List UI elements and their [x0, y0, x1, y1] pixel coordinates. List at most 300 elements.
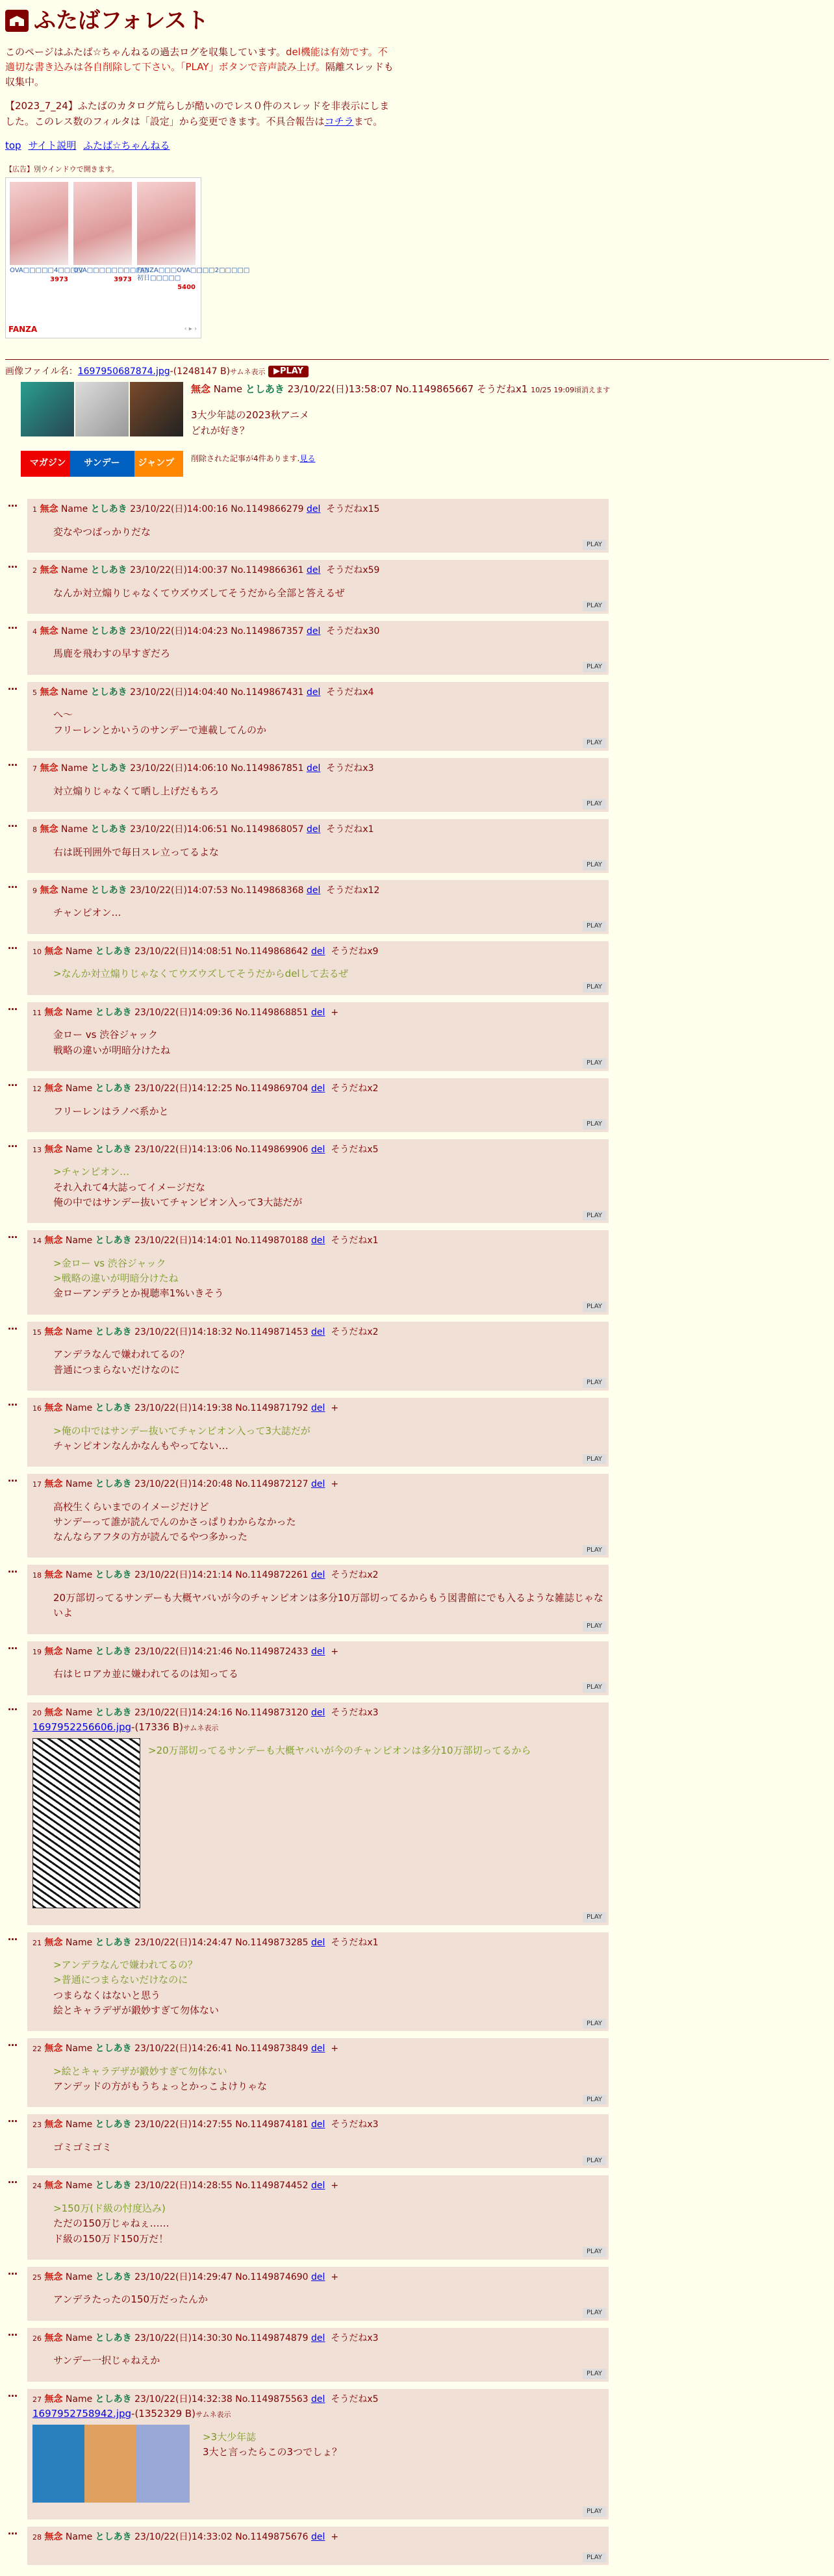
soudane-button[interactable]: + [331, 2271, 339, 2282]
reply-meta [32, 2531, 603, 2545]
del-link[interactable]: del [311, 1937, 325, 1948]
post-subject: 無念 [44, 2332, 63, 2343]
ad-price: 3973 [50, 276, 68, 284]
reply-meta [32, 884, 603, 898]
reply-marker: … [8, 2326, 18, 2338]
post-number[interactable]: No.1149874879 [235, 2332, 309, 2343]
soudane-button[interactable]: + [331, 1646, 339, 1657]
thumb-image[interactable] [130, 382, 183, 436]
post-subject: 無念 [44, 2180, 63, 2191]
del-link[interactable]: del [311, 1570, 325, 1581]
reply-text [53, 1104, 603, 1119]
post-subject: 無念 [44, 1707, 63, 1718]
reply-box [27, 2114, 609, 2168]
post-date: 23/10/22(日)14:00:37 [130, 564, 228, 575]
post-subject: 無念 [44, 1235, 63, 1246]
reply-row [5, 819, 829, 873]
reply-meta [32, 625, 603, 639]
post-name-label: Name [65, 1144, 93, 1155]
soudane-button[interactable]: そうだねx1 [331, 1937, 379, 1948]
post-date: 23/10/22(日)14:14:01 [134, 1235, 233, 1246]
ad-caption[interactable]: OVA□□□□□4□□□□ [10, 267, 83, 275]
reply-meta [32, 2271, 603, 2285]
reply-meta [32, 686, 603, 700]
reply-text [53, 966, 603, 981]
post-number[interactable]: No.1149867357 [231, 625, 304, 637]
reply-row [5, 1078, 829, 1132]
play-button[interactable]: PLAY [583, 1211, 606, 1221]
reply-row [5, 1932, 829, 2032]
divider [5, 359, 829, 360]
reply-line: チャンピオンなんかなんもやってない… [53, 1439, 229, 1452]
post-subject: 無念 [44, 1144, 63, 1155]
post-subject: 無念 [44, 1402, 63, 1413]
soudane-button[interactable]: + [331, 1479, 339, 1490]
play-button[interactable]: PLAY [583, 921, 606, 931]
post-number[interactable]: No.1149867851 [231, 763, 304, 774]
del-link[interactable]: del [311, 2180, 325, 2191]
reply-box [27, 758, 609, 812]
thumb-note: サムネ表示 [230, 368, 266, 377]
play-button[interactable]: PLAY [583, 1682, 606, 1693]
ad-image[interactable] [137, 182, 196, 265]
post-number[interactable]: No.1149870188 [235, 1235, 309, 1246]
play-button[interactable]: PLAY [583, 2019, 606, 2029]
post-number[interactable]: No.1149873849 [235, 2043, 309, 2054]
poster-name: としあき [95, 2332, 132, 2343]
house-logo-icon [5, 10, 29, 32]
reply-line: それ入れて4大誌ってイメージだな [53, 1181, 206, 1193]
soudane-button[interactable]: そうだねx3 [331, 2332, 379, 2343]
reply-box [27, 560, 609, 614]
post-number[interactable]: No.1149872127 [235, 1479, 309, 1490]
play-button[interactable]: PLAY [583, 2507, 606, 2517]
soudane-button[interactable]: そうだねx2 [331, 1326, 379, 1337]
post-date: 23/10/22(日)14:32:38 [134, 2393, 233, 2405]
op-play-button[interactable]: ▶PLAY [268, 366, 309, 377]
reply-index: 21 [32, 1938, 42, 1947]
soudane-button[interactable]: そうだねx3 [326, 763, 374, 774]
soudane-button[interactable]: + [331, 2531, 339, 2542]
play-button[interactable]: PLAY [583, 2247, 606, 2257]
reply-line: つまらなくはないと思う [53, 1989, 161, 2001]
reply-line: 金ロー vs 渋谷ジャック [53, 1029, 158, 1041]
play-button[interactable]: PLAY [583, 2369, 606, 2379]
reply-line: ド級の150万ド150万だ！ [53, 2232, 169, 2245]
del-link[interactable]: del [311, 2332, 325, 2343]
post-name-label: Name [65, 1479, 93, 1490]
play-button[interactable]: PLAY [583, 601, 606, 611]
ad-caption[interactable]: FANZA□□□OVA□□□□2□□□□□初日□□□□□ [137, 267, 250, 283]
reply-marker: … [8, 2037, 18, 2049]
poster-name: としあき [95, 1646, 132, 1657]
reply-marker: … [8, 2113, 18, 2125]
banner-jump: ジャンプ [138, 458, 175, 469]
thumb-image[interactable] [21, 382, 74, 436]
post-name-label: Name [60, 625, 88, 637]
reply-box [27, 2267, 609, 2321]
reply-meta [32, 1569, 603, 1583]
post-subject: 無念 [44, 1646, 63, 1657]
post-name-label: Name [65, 1326, 93, 1337]
soudane-button[interactable]: そうだねx9 [331, 946, 379, 957]
del-link[interactable]: del [307, 564, 321, 575]
reply-index: 26 [32, 2334, 42, 2343]
reply-line: サンデー一択じゃねえか [53, 2355, 160, 2367]
nav-about[interactable]: サイト説明 [28, 139, 77, 151]
reply-marker: … [8, 2387, 18, 2399]
soudane-button[interactable]: そうだねx5 [331, 2393, 379, 2405]
reply-line: サンデーって誰が読んでんのかさっぱりわからなかった [53, 1515, 296, 1528]
reply-line: 右はヒロアカ並に嫌われてるのは知ってる [53, 1668, 238, 1680]
poster-name: としあき [95, 1007, 132, 1018]
ad-image[interactable] [73, 182, 132, 265]
reply-box [27, 1702, 609, 1925]
reply-marker: … [8, 497, 18, 509]
reply-row [5, 2267, 829, 2321]
ad-item[interactable] [137, 182, 250, 293]
reply-text [53, 1500, 603, 1545]
del-link[interactable]: del [311, 1707, 325, 1718]
thumb-image[interactable] [75, 382, 129, 436]
post-number[interactable]: No.1149875563 [235, 2393, 309, 2405]
quote-line: >金ロー vs 渋谷ジャック [53, 1257, 166, 1269]
ad-caption[interactable]: OVA□□□□□□□□□□ [73, 267, 149, 275]
reply-meta [32, 1478, 603, 1492]
reply-meta [32, 1402, 603, 1416]
reply-index: 13 [32, 1145, 42, 1154]
poster-name: としあき [95, 2271, 132, 2282]
del-link[interactable]: del [311, 2043, 325, 2054]
reply-thumbnail[interactable] [32, 2425, 190, 2503]
reply-meta [32, 1234, 603, 1248]
post-number[interactable]: No.1149866279 [231, 503, 304, 514]
reply-box [27, 682, 609, 751]
poster-name: としあき [90, 763, 127, 774]
reply-marker: … [8, 1076, 18, 1089]
ad-pager[interactable]: ‹ ▸ › [184, 325, 197, 333]
reply-box [27, 941, 609, 995]
poster-name: としあき [95, 946, 132, 957]
del-link[interactable]: del [311, 1007, 325, 1018]
reply-line: へ〜 [53, 709, 73, 721]
play-button[interactable]: PLAY [583, 2308, 606, 2318]
post-date: 23/10/22(日)14:06:51 [130, 824, 228, 835]
reply-file-link[interactable]: 1697952758942.jpg [32, 2408, 132, 2420]
reply-marker: … [8, 878, 18, 890]
reply-index: 23 [32, 2121, 42, 2130]
reply-file-line [32, 1720, 603, 1735]
reply-meta [32, 1645, 603, 1660]
nav-links [5, 138, 829, 153]
poster-name: としあき [95, 1144, 132, 1155]
play-button[interactable]: PLAY [583, 1621, 606, 1632]
poster-name: としあき [90, 564, 127, 575]
reply-line: 高校生くらいまでのイメージだけど [53, 1500, 209, 1513]
post-date: 23/10/22(日)14:26:41 [134, 2043, 233, 2054]
reply-text [53, 1958, 603, 2018]
reply-text [53, 905, 603, 920]
play-button[interactable]: PLAY [583, 540, 606, 550]
reply-row [5, 1641, 829, 1695]
del-link[interactable]: del [311, 1646, 325, 1657]
reply-marker: … [8, 939, 18, 952]
reply-file-link[interactable]: 1697952256606.jpg [32, 1721, 132, 1734]
quote-line: >アンデラなんで嫌われてるの？ [53, 1959, 197, 1971]
reply-line: 20万部切ってるサンデーも大概ヤバいが今のチャンピオンは多分10万部切ってるからもう図書館にでも入るような雑誌じゃないよ [53, 1592, 603, 1619]
soudane-button[interactable]: そうだねx2 [331, 1083, 379, 1094]
soudane-button[interactable]: + [331, 2180, 339, 2191]
ad-item[interactable] [10, 182, 83, 285]
deleted-text: 削除された記事が4件あります. [191, 454, 300, 464]
play-button[interactable]: PLAY [583, 738, 606, 748]
reply-row [5, 1474, 829, 1558]
reply-row [5, 682, 829, 751]
reply-meta [32, 2042, 603, 2056]
op-thumbnail[interactable] [21, 382, 183, 436]
del-link[interactable]: del [311, 1083, 325, 1094]
post-name-label: Name [65, 2332, 93, 2343]
reply-text [53, 2201, 603, 2247]
post-subject: 無念 [44, 2531, 63, 2542]
reply-line: 変なやつばっかりだな [53, 525, 151, 538]
post-number[interactable]: No.1149872433 [235, 1646, 309, 1657]
play-button[interactable]: PLAY [583, 2095, 606, 2105]
post-date: 23/10/22(日)14:24:47 [134, 1937, 233, 1948]
soudane-button[interactable]: + [331, 2043, 339, 2054]
reply-box [27, 2328, 609, 2382]
update-text: 【2023_7_24】ふたばのカタログ荒らしが酷いのでレス０件のスレッドを非表示にしました。このレス数のフィルタは「設定」から変更できます。不具合報告は [5, 100, 390, 127]
post-number[interactable]: No.1149869704 [235, 1083, 309, 1094]
soudane-button[interactable]: そうだねx1 [331, 1235, 379, 1246]
post-subject: 無念 [44, 2271, 63, 2282]
ad-price: 5400 [177, 284, 196, 292]
show-deleted-link[interactable]: 見る [299, 454, 316, 464]
play-button[interactable]: PLAY [583, 1058, 606, 1068]
post-number[interactable]: No.1149872261 [235, 1570, 309, 1581]
reply-row [5, 2389, 829, 2519]
del-link[interactable]: del [311, 2271, 325, 2282]
reply-meta [32, 1006, 603, 1020]
reply-marker: … [8, 558, 18, 570]
reply-text [53, 1028, 603, 1058]
reply-line: ただの150万じゃねぇ…… [53, 2217, 170, 2230]
reply-text [53, 1591, 603, 1621]
play-button[interactable]: PLAY [583, 1912, 606, 1923]
post-subject: 無念 [40, 564, 58, 575]
soudane-count[interactable]: そうだねx1 [477, 383, 528, 395]
del-link[interactable]: del [311, 1479, 325, 1490]
play-button[interactable]: PLAY [583, 982, 606, 992]
op-file-link[interactable]: 1697950687874.jpg [77, 366, 170, 377]
reply-box [27, 1641, 609, 1695]
reply-row [5, 880, 829, 934]
reply-meta [32, 2393, 603, 2407]
reply-index: 27 [32, 2395, 42, 2404]
poster-name: としあき [95, 2043, 132, 2054]
play-button[interactable]: PLAY [583, 1302, 606, 1312]
post-number[interactable]: No.1149874452 [235, 2180, 309, 2191]
soudane-button[interactable]: そうだねx4 [326, 687, 374, 698]
quote-line: >なんか対立煽りじゃなくてウズウズしてそうだからdelして去るぜ [53, 968, 349, 980]
reply-marker: … [8, 680, 18, 692]
post-name-label: Name [65, 1937, 93, 1948]
del-link[interactable]: del [311, 2119, 325, 2130]
del-link[interactable]: del [311, 1144, 325, 1155]
reply-line: アンデッドの方がもうちょっとかっこよけりゃな [53, 2080, 268, 2093]
soudane-button[interactable]: そうだねx5 [331, 1144, 379, 1155]
soudane-button[interactable]: + [331, 1007, 339, 1018]
nav-top[interactable]: top [5, 139, 21, 151]
reply-line: 3大と言ったらこの3つでしょ？ [203, 2445, 342, 2458]
post-subject: 無念 [44, 1083, 63, 1094]
soudane-button[interactable]: そうだねx59 [326, 564, 380, 575]
post-number[interactable]: No.1149875676 [235, 2531, 309, 2542]
post-name-label: Name [65, 1646, 93, 1657]
del-link[interactable]: del [307, 503, 321, 514]
ad-banner[interactable] [5, 177, 250, 338]
soudane-button[interactable]: そうだねx3 [331, 1707, 379, 1718]
play-button[interactable]: PLAY [583, 1454, 606, 1465]
reply-row [5, 2175, 829, 2259]
reply-text [53, 707, 603, 738]
post-subject: 無念 [40, 687, 58, 698]
post-name-label: Name [65, 1007, 93, 1018]
post-name-label: Name [65, 1235, 93, 1246]
del-link[interactable]: del [307, 763, 321, 774]
post-number[interactable]: No.1149868851 [235, 1007, 309, 1018]
post-date: 23/10/22(日)14:33:02 [134, 2531, 233, 2542]
post-number[interactable]: No.1149866361 [231, 564, 304, 575]
post-date: 23/10/22(日)14:20:48 [134, 1479, 233, 1490]
post-subject: 無念 [40, 824, 58, 835]
soudane-button[interactable]: そうだねx15 [326, 503, 380, 514]
poster-name: としあき [95, 1479, 132, 1490]
post-date: 23/10/22(日)14:24:16 [134, 1707, 233, 1718]
post-subject: 無念 [44, 2043, 63, 2054]
del-link[interactable]: del [311, 946, 325, 957]
reply-box [27, 621, 609, 675]
poster-name: としあき [95, 1707, 132, 1718]
del-link[interactable]: del [311, 1402, 325, 1413]
del-link[interactable]: del [311, 2393, 325, 2405]
ad-image[interactable] [10, 182, 68, 265]
play-button[interactable]: PLAY [583, 2156, 606, 2166]
post-subject: 無念 [44, 2119, 63, 2130]
post-name-label: Name [65, 2393, 93, 2405]
del-link[interactable]: del [307, 687, 321, 698]
play-button[interactable]: PLAY [583, 799, 606, 809]
reply-box [27, 819, 609, 873]
nav-futaba[interactable]: ふたば☆ちゃんねる [83, 139, 170, 151]
reply-text [53, 2353, 603, 2368]
quote-line: >戦略の違いが明暗分けたね [53, 1272, 179, 1285]
post-number[interactable]: No.1149873285 [235, 1937, 309, 1948]
reply-line: なんか対立煽りじゃなくてウズウズしてそうだから全部と答えるぜ [53, 587, 345, 599]
reply-index: 4 [32, 627, 37, 636]
post-number[interactable]: No.1149871453 [235, 1326, 309, 1337]
post-number[interactable]: No.1149868368 [231, 885, 304, 896]
post-date: 23/10/22(日)14:30:30 [134, 2332, 233, 2343]
post-number[interactable]: No.1149874690 [235, 2271, 309, 2282]
post-number[interactable]: No.1149871792 [235, 1402, 309, 1413]
reply-row [5, 499, 829, 553]
soudane-button[interactable]: そうだねx30 [326, 625, 380, 637]
poster-name: としあき [95, 1570, 132, 1581]
reply-index: 14 [32, 1237, 42, 1246]
play-button[interactable]: PLAY [583, 860, 606, 870]
reply-line: 右は既刊囲外で毎日スレ立ってるよな [53, 846, 220, 858]
post-date: 23/10/22(日)14:08:51 [134, 946, 233, 957]
reply-text [53, 2064, 603, 2095]
del-link[interactable]: del [311, 1235, 325, 1246]
post-number[interactable]: No.1149873120 [235, 1707, 309, 1718]
play-button[interactable]: PLAY [583, 2553, 606, 2563]
del-link[interactable]: del [311, 1326, 325, 1337]
play-button[interactable]: PLAY [583, 1545, 606, 1556]
post-number[interactable]: No.1149867431 [231, 687, 304, 698]
reply-box [27, 1932, 609, 2032]
quote-line: >俺の中ではサンデー抜いてチャンピオン入って3大誌だが [53, 1424, 310, 1437]
reply-row [5, 1565, 829, 1634]
poster-name: としあき [90, 885, 127, 896]
soudane-button[interactable]: そうだねx12 [326, 885, 380, 896]
play-button[interactable]: PLAY [583, 1378, 606, 1388]
reply-meta [32, 2118, 603, 2132]
reply-row [5, 560, 829, 614]
reply-marker: … [8, 756, 18, 768]
del-link[interactable]: del [307, 625, 321, 637]
del-link[interactable]: del [307, 824, 321, 835]
thumb-note: サムネ表示 [196, 2410, 231, 2419]
reply-line: フリーレンとかいうのサンデーで連載してんのか [53, 724, 266, 736]
reply-text [53, 586, 603, 601]
post-number[interactable]: No.1149868057 [231, 824, 304, 835]
post-subject: 無念 [44, 1479, 63, 1490]
reply-index: 15 [32, 1328, 42, 1337]
play-button[interactable]: PLAY [583, 662, 606, 672]
reply-row [5, 941, 829, 995]
reply-index: 25 [32, 2273, 42, 2282]
soudane-button[interactable]: そうだねx1 [326, 824, 374, 835]
report-link[interactable]: コチラ [324, 115, 354, 127]
play-button[interactable]: PLAY [583, 1119, 606, 1130]
reply-thumbnail[interactable] [32, 1738, 140, 1908]
post-name-label: Name [60, 564, 88, 575]
reply-box [27, 2527, 609, 2566]
ad-brand[interactable]: FANZA [8, 324, 38, 334]
poster-name: としあき [95, 1937, 132, 1948]
soudane-button[interactable]: + [331, 1402, 339, 1413]
soudane-button[interactable]: そうだねx3 [331, 2119, 379, 2130]
post-date: 23/10/22(日)14:04:23 [130, 625, 228, 637]
post-name-label: Name [60, 885, 88, 896]
post-number[interactable]: No.1149874181 [235, 2119, 309, 2130]
post-subject: 無念 [40, 625, 58, 637]
reply-file-line [32, 2406, 603, 2421]
del-link[interactable]: del [311, 2531, 325, 2542]
soudane-button[interactable]: そうだねx2 [331, 1570, 379, 1581]
del-link[interactable]: del [307, 885, 321, 896]
reply-meta [32, 823, 603, 837]
poster-name: としあき [95, 1083, 132, 1094]
reply-box [27, 1139, 609, 1223]
ad-item[interactable] [73, 182, 149, 285]
post-date: 23/10/22(日)14:13:06 [134, 1144, 233, 1155]
reply-row [5, 621, 829, 675]
post-number[interactable]: No.1149868642 [235, 946, 309, 957]
post-number[interactable]: No.1149869906 [235, 1144, 309, 1155]
